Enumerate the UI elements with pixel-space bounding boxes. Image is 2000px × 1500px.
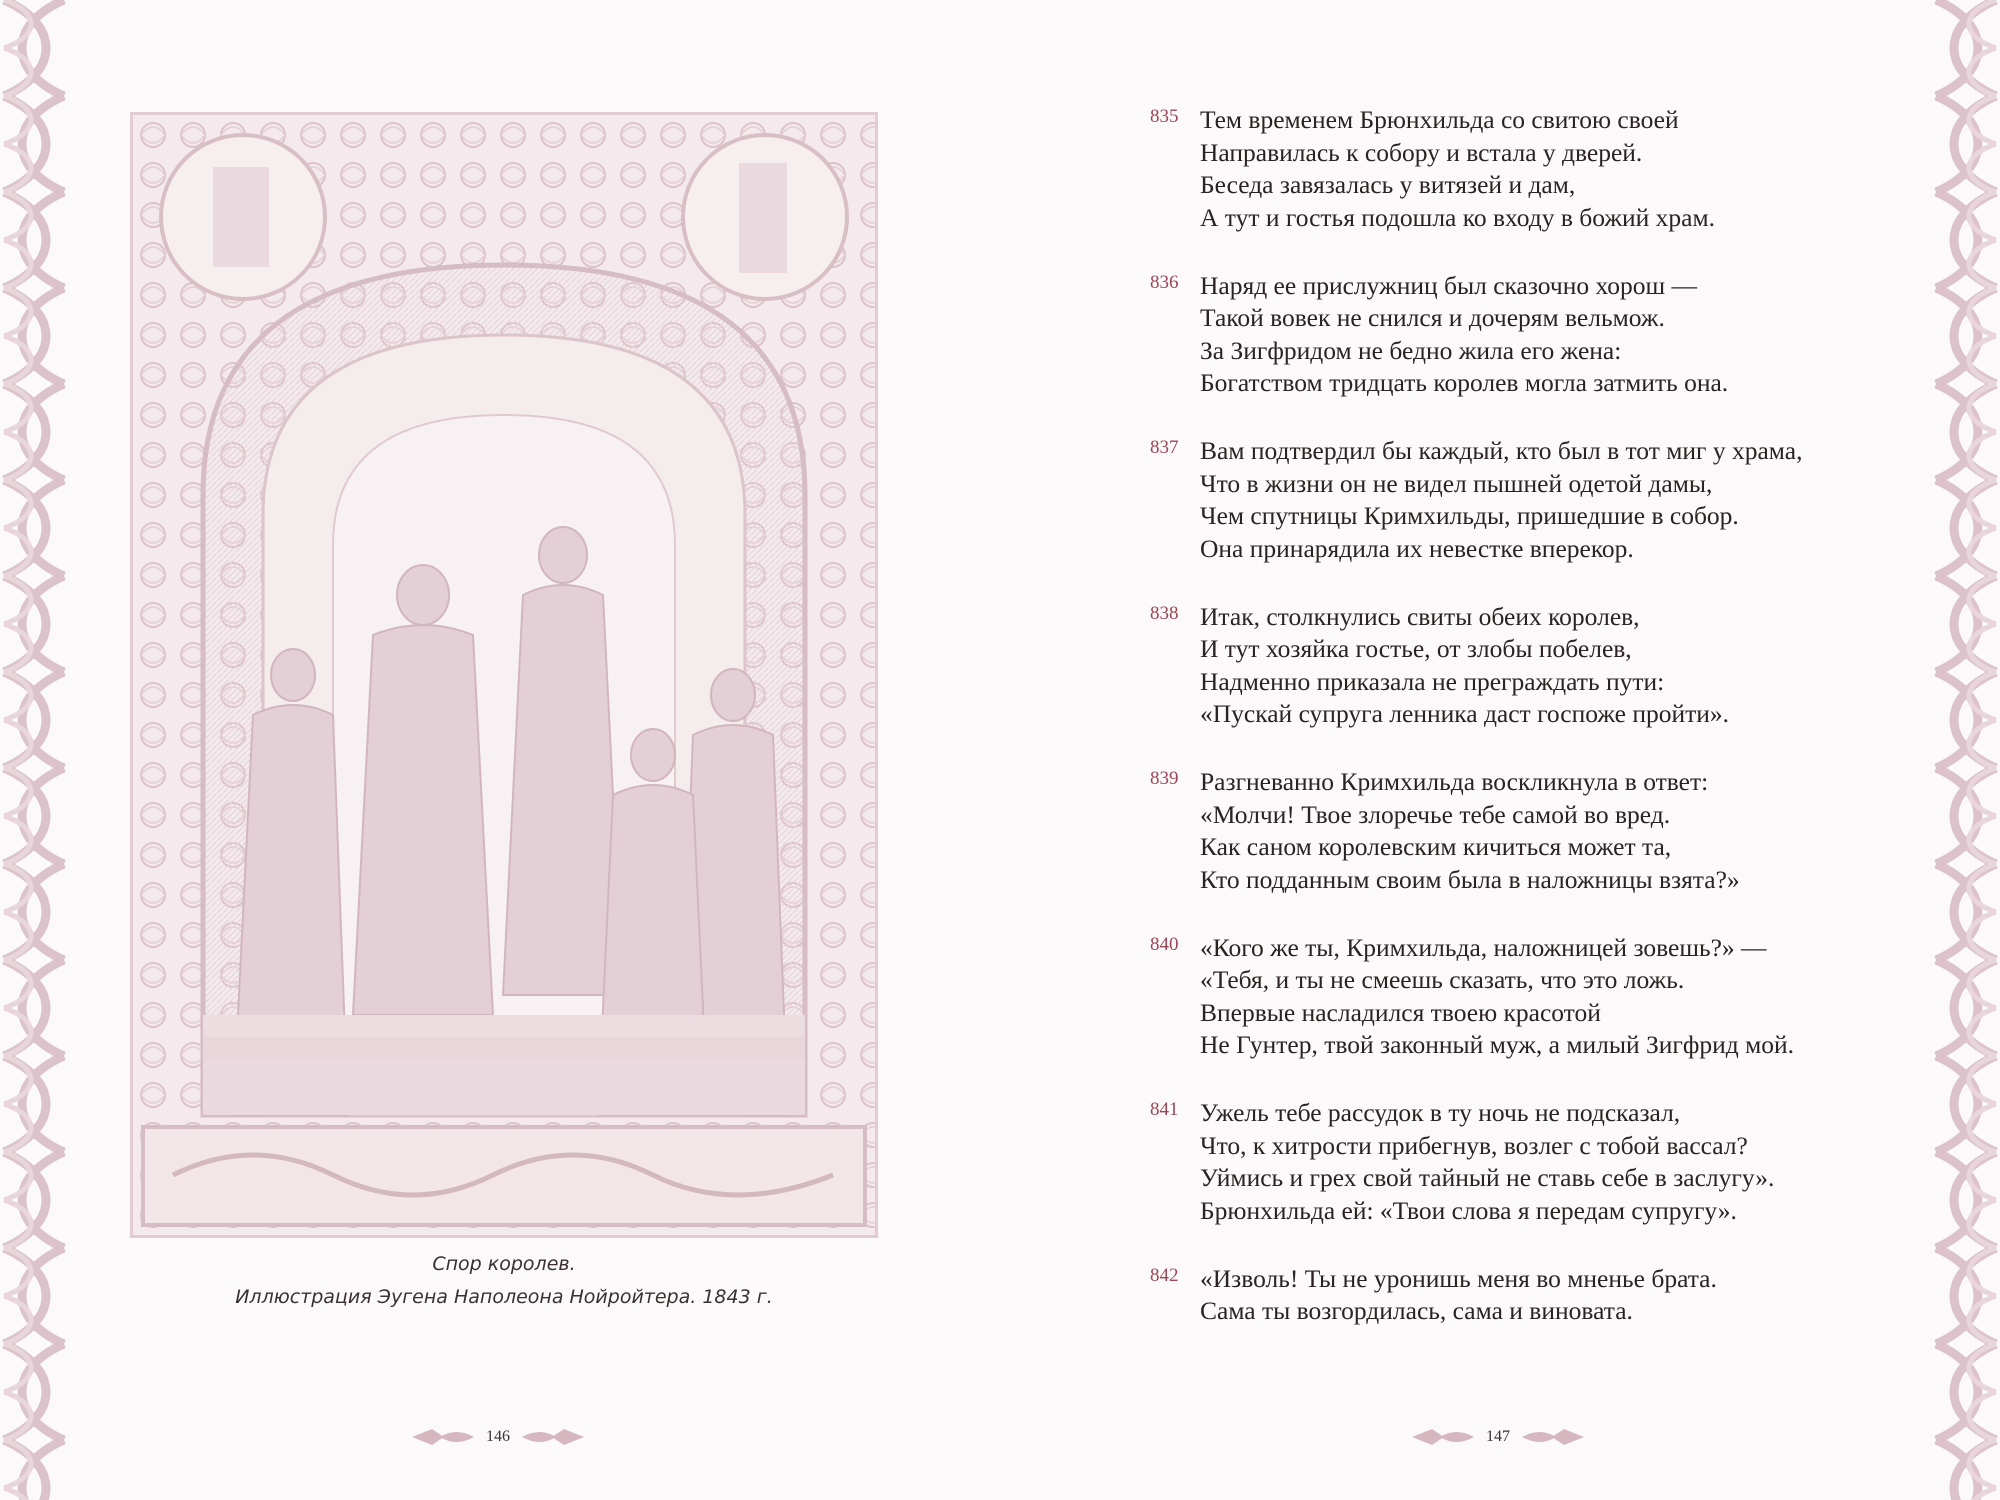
page-number-right: 147 xyxy=(1486,1428,1510,1445)
verse-line: Надменно приказала не преграждать пути: xyxy=(1200,666,1665,696)
folio-ornament-icon xyxy=(1520,1425,1586,1449)
illustration-caption-credit: Иллюстрация Эугена Наполеона Нойройтера. 1843 г. xyxy=(235,1286,773,1308)
stanza-number: 839 xyxy=(1150,768,1179,789)
page-number-left: 146 xyxy=(486,1428,510,1445)
verse-line: Как саном королевским кичиться может та, xyxy=(1200,832,1672,861)
illustration-caption-title: Спор королев. xyxy=(432,1253,576,1275)
folio-right xyxy=(1388,1420,1608,1454)
verse-column xyxy=(1150,104,1890,1363)
verse-line: Тем временем Брюнхильда со свитою своей xyxy=(1200,105,1679,134)
stanza-840 xyxy=(1150,932,1890,1062)
folio-ornament-icon xyxy=(520,1425,586,1449)
verse-line: Направилась к собору и встала у дверей. xyxy=(1200,137,1643,167)
stanza-836 xyxy=(1150,270,1890,400)
verse-line: «Пускай супруга ленника даст госпоже пройти». xyxy=(1200,699,1730,728)
verse-line: «Кого же ты, Кримхильда, наложницей зовешь?» — xyxy=(1200,932,1767,962)
verse-line: Чем спутницы Кримхильды, пришедшие в собор. xyxy=(1200,501,1739,530)
verse-line: Кто подданным своим была в наложницы взята?» xyxy=(1200,864,1740,894)
verse-line: Итак, столкнулись свиты обеих королев, xyxy=(1200,601,1640,631)
verse-line: Беседа завязалась у витязей и дам, xyxy=(1200,170,1576,199)
verse-line: Богатством тридцать королев могла затмить она. xyxy=(1200,368,1729,397)
verse-line: И тут хозяйка гостье, от злобы побелев, xyxy=(1200,634,1632,663)
stanza-838 xyxy=(1150,601,1890,731)
verse-line: «Изволь! Ты не уронишь меня во мненье брата. xyxy=(1200,1263,1717,1293)
stanza-841 xyxy=(1150,1097,1890,1227)
verse-line: А тут и гостья подошла ко входу в божий храм. xyxy=(1200,202,1716,232)
verse-line: Она принарядила их невестке вперекор. xyxy=(1200,533,1634,563)
folio-ornament-icon xyxy=(1410,1425,1476,1449)
stanza-837 xyxy=(1150,435,1890,565)
stanza-835 xyxy=(1150,104,1890,234)
stanza-number: 838 xyxy=(1150,602,1179,624)
verse-line: «Молчи! Твое злоречье тебе самой во вред. xyxy=(1200,799,1671,829)
verse-line: Ужель тебе рассудок в ту ночь не подсказал, xyxy=(1200,1098,1681,1127)
verse-line: Такой вовек не снился и дочерям вельмож. xyxy=(1200,303,1665,332)
stanza-842 xyxy=(1150,1263,1890,1328)
stanza-number: 837 xyxy=(1150,437,1179,458)
knot-border-left xyxy=(0,0,68,1500)
verse-line: Сама ты возгордилась, сама и виновата. xyxy=(1200,1296,1633,1325)
stanza-number: 840 xyxy=(1150,933,1179,955)
verse-line: Что, к хитрости прибегнув, возлег с тобой вассал? xyxy=(1200,1130,1748,1160)
verse-line: Разгневанно Кримхильда воскликнула в ответ: xyxy=(1200,767,1709,796)
verse-line: Не Гунтер, твой законный муж, а милый Зигфрид мой. xyxy=(1200,1030,1795,1059)
stanza-number: 835 xyxy=(1150,106,1179,127)
verse-line: Наряд ее прислужниц был сказочно хорош — xyxy=(1200,270,1698,300)
folio-ornament-icon xyxy=(410,1425,476,1449)
verse-line: Уймись и грех свой тайный не ставь себе в заслугу». xyxy=(1200,1163,1775,1192)
verse-line: Вам подтвердил бы каждый, кто был в тот миг у храма, xyxy=(1200,436,1803,465)
stanza-number: 836 xyxy=(1150,271,1179,293)
stanza-number: 842 xyxy=(1150,1264,1179,1286)
verse-line: Брюнхильда ей: «Твои слова я передам супругу». xyxy=(1200,1195,1737,1225)
stanza-839 xyxy=(1150,766,1890,896)
verse-line: Что в жизни он не видел пышней одетой дамы, xyxy=(1200,468,1713,498)
frieze xyxy=(143,1127,865,1225)
folio-left xyxy=(388,1420,608,1454)
engraving-illustration xyxy=(130,112,878,1238)
verse-line: За Зигфридом не бедно жила его жена: xyxy=(1200,335,1622,365)
knot-border-right xyxy=(1932,0,2000,1500)
verse-line: «Тебя, и ты не смеешь сказать, что это ложь. xyxy=(1200,965,1685,994)
stanza-number: 841 xyxy=(1150,1099,1179,1120)
verse-line: Впервые насладился твоею красотой xyxy=(1200,997,1601,1027)
